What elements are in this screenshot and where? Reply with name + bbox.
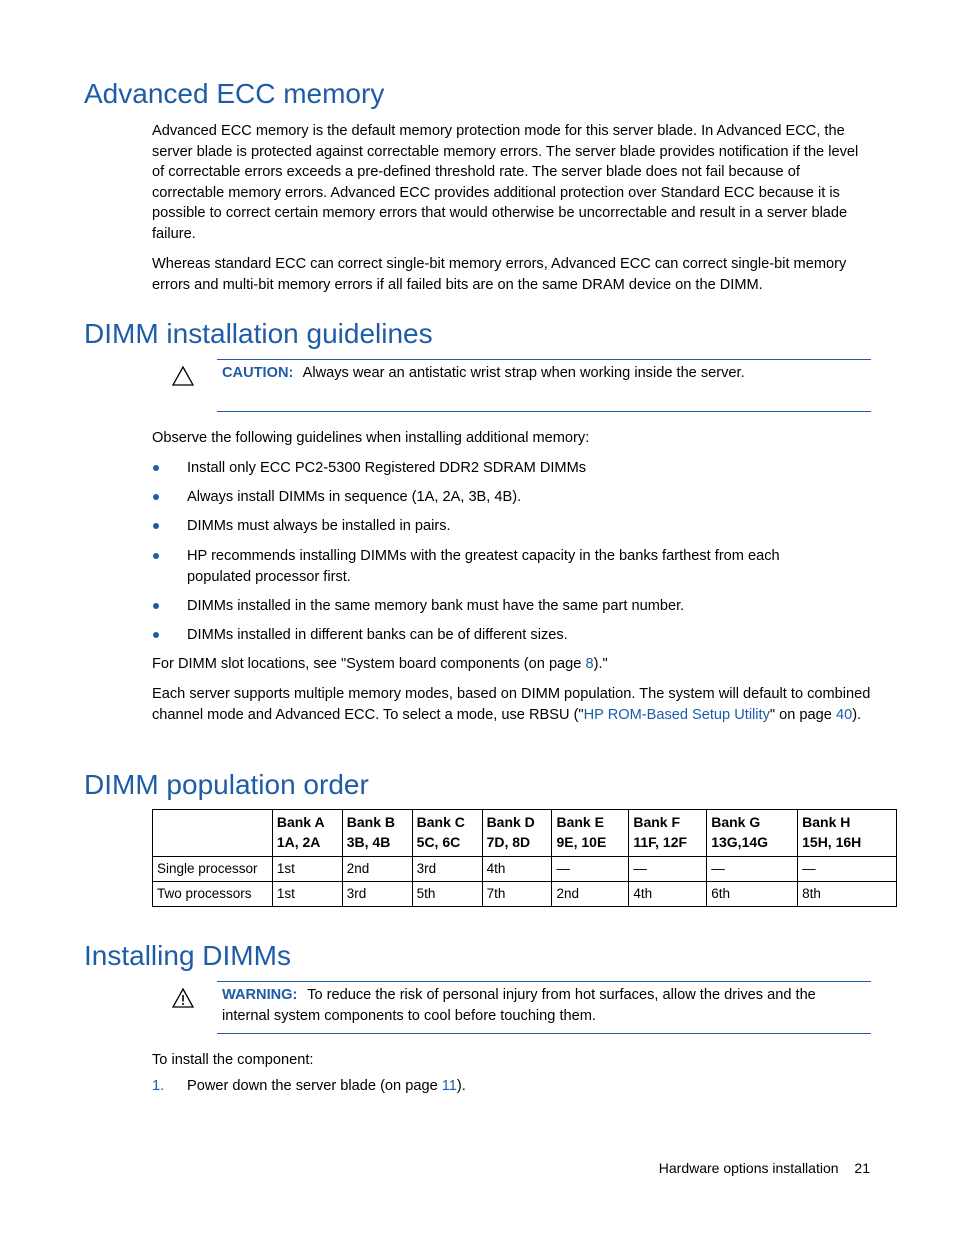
- list-item-text: DIMMs installed in the same memory bank must have the same part number.: [187, 598, 685, 614]
- table-row: [153, 857, 897, 882]
- caution-note: [222, 363, 872, 384]
- install-intro: To install the component:: [152, 1052, 314, 1068]
- bullet-icon: [153, 465, 159, 471]
- table-cell: 3rd: [412, 857, 482, 882]
- modes-end: ).: [852, 706, 862, 723]
- table-cell: —: [707, 857, 798, 882]
- warning-bottom-rule: [217, 1033, 871, 1034]
- table-cell: 2nd: [552, 882, 629, 907]
- list-item: [152, 458, 872, 479]
- footer-section-title: Hardware options installation: [658, 1160, 839, 1176]
- warning-icon: [171, 987, 195, 1009]
- slot-ref-suffix: ).": [593, 656, 608, 672]
- step-text: Power down the server blade (on page 11).: [187, 1078, 466, 1094]
- table-cell: 1st: [272, 857, 342, 882]
- slot-ref-prefix: For DIMM slot locations, see "System board components (on page: [152, 656, 586, 672]
- list-item: [152, 546, 872, 587]
- warning-label: WARNING:: [222, 987, 298, 1003]
- warning-note: [222, 985, 862, 1026]
- table-cell: 3rd: [342, 882, 412, 907]
- table-cell: —: [552, 857, 629, 882]
- heading-dimm-guidelines: DIMM installation guidelines: [84, 318, 433, 349]
- modes-text: Each server supports multiple memory modes, based on DIMM population. The system will default to combined channel mode and Advanced ECC. To select a mode, use RBSU (": [152, 686, 871, 723]
- list-item-text: Install only ECC PC2-5300 Registered DDR2 SDRAM DIMMs: [187, 460, 587, 476]
- table-cell: 5th: [412, 882, 482, 907]
- table-cell: 4th: [629, 882, 707, 907]
- table-cell: 1st: [272, 882, 342, 907]
- caution-icon: [171, 365, 195, 387]
- table-cell: —: [629, 857, 707, 882]
- memory-modes-paragraph: [152, 684, 872, 725]
- system-board-page-link[interactable]: 8: [585, 656, 594, 672]
- list-item-text: DIMMs installed in different banks can be of different sizes.: [187, 627, 568, 643]
- table-cell: —: [798, 857, 897, 882]
- bullet-icon: [153, 553, 159, 559]
- table-cell: 8th: [798, 882, 897, 907]
- bullet-icon: [153, 494, 159, 500]
- caution-text: Always wear an antistatic wrist strap when working inside the server.: [302, 365, 745, 381]
- footer-page-number: 21: [854, 1160, 870, 1176]
- warning-text: To reduce the risk of personal injury from hot surfaces, allow the drives and the internal system components to cool before touching them.: [222, 987, 816, 1024]
- table-cell: 4th: [482, 857, 552, 882]
- page-footer: [560, 1158, 870, 1178]
- warning-top-rule: [217, 981, 871, 982]
- table-header-cell: Bank E 9E, 10E: [552, 810, 629, 857]
- list-item-text: Always install DIMMs in sequence (1A, 2A, 3B, 4B).: [187, 489, 522, 505]
- table-row: [153, 882, 897, 907]
- power-down-page-link[interactable]: 11: [441, 1078, 457, 1094]
- table-header-cell: Bank H 15H, 16H: [798, 810, 897, 857]
- rbsu-page-link[interactable]: 40: [835, 706, 853, 723]
- table-header-cell: Bank G 13G,14G: [707, 810, 798, 857]
- step-number: 1.: [152, 1078, 165, 1094]
- list-item-text: HP recommends installing DIMMs with the greatest capacity in the banks farthest from each populated processor first.: [187, 548, 780, 585]
- caution-top-rule: [217, 359, 871, 360]
- advanced-ecc-paragraph-1: Advanced ECC memory is the default memory protection mode for this server blade. In Advanced ECC, the server blade is protected against correctable memory errors. The server blade provides notification if the level of correctable errors exceeds a pre-defined threshold rate. The server blade does not fail because of correctable memory errors. Advanced ECC provides additional protection over Standard ECC because it is possible to correct certain memory errors that would otherwise be uncorrectable and result in a server blade failure.: [152, 123, 859, 242]
- advanced-ecc-paragraph-2: Whereas standard ECC can correct single-bit memory errors, Advanced ECC can correct single-bit memory errors and multi-bit memory errors if all failed bits are on the same DRAM device on the DIMM.: [152, 256, 847, 293]
- guidelines-intro: Observe the following guidelines when installing additional memory:: [152, 430, 590, 446]
- list-item: [152, 596, 872, 617]
- table-cell: 7th: [482, 882, 552, 907]
- heading-advanced-ecc: Advanced ECC memory: [84, 78, 385, 109]
- slot-locations-paragraph: [152, 654, 872, 675]
- population-order-table: [152, 809, 897, 907]
- list-item: [152, 487, 872, 508]
- table-cell: Two processors: [153, 882, 273, 907]
- table-header-cell: Bank B 3B, 4B: [342, 810, 412, 857]
- bullet-icon: [153, 523, 159, 529]
- table-header-cell: Bank F 11F, 12F: [629, 810, 707, 857]
- rbsu-link[interactable]: HP ROM-Based Setup Utility: [583, 706, 770, 723]
- heading-installing-dimms: Installing DIMMs: [84, 940, 291, 971]
- table-header-row: [153, 810, 897, 857]
- list-item: [152, 625, 872, 646]
- table-cell: Single processor: [153, 857, 273, 882]
- list-item: [152, 516, 872, 537]
- caution-label: CAUTION:: [222, 365, 294, 381]
- guidelines-list: [152, 458, 872, 646]
- caution-bottom-rule: [217, 411, 871, 412]
- heading-population-order: DIMM population order: [84, 769, 369, 800]
- bullet-icon: [153, 603, 159, 609]
- table-cell: 6th: [707, 882, 798, 907]
- modes-mid: " on page: [769, 706, 836, 723]
- table-header-cell: Bank A 1A, 2A: [272, 810, 342, 857]
- table-header-cell: [153, 810, 273, 857]
- list-item-text: DIMMs must always be installed in pairs.: [187, 518, 451, 534]
- table-header-cell: Bank D 7D, 8D: [482, 810, 552, 857]
- table-header-cell: Bank C 5C, 6C: [412, 810, 482, 857]
- table-cell: 2nd: [342, 857, 412, 882]
- bullet-icon: [153, 632, 159, 638]
